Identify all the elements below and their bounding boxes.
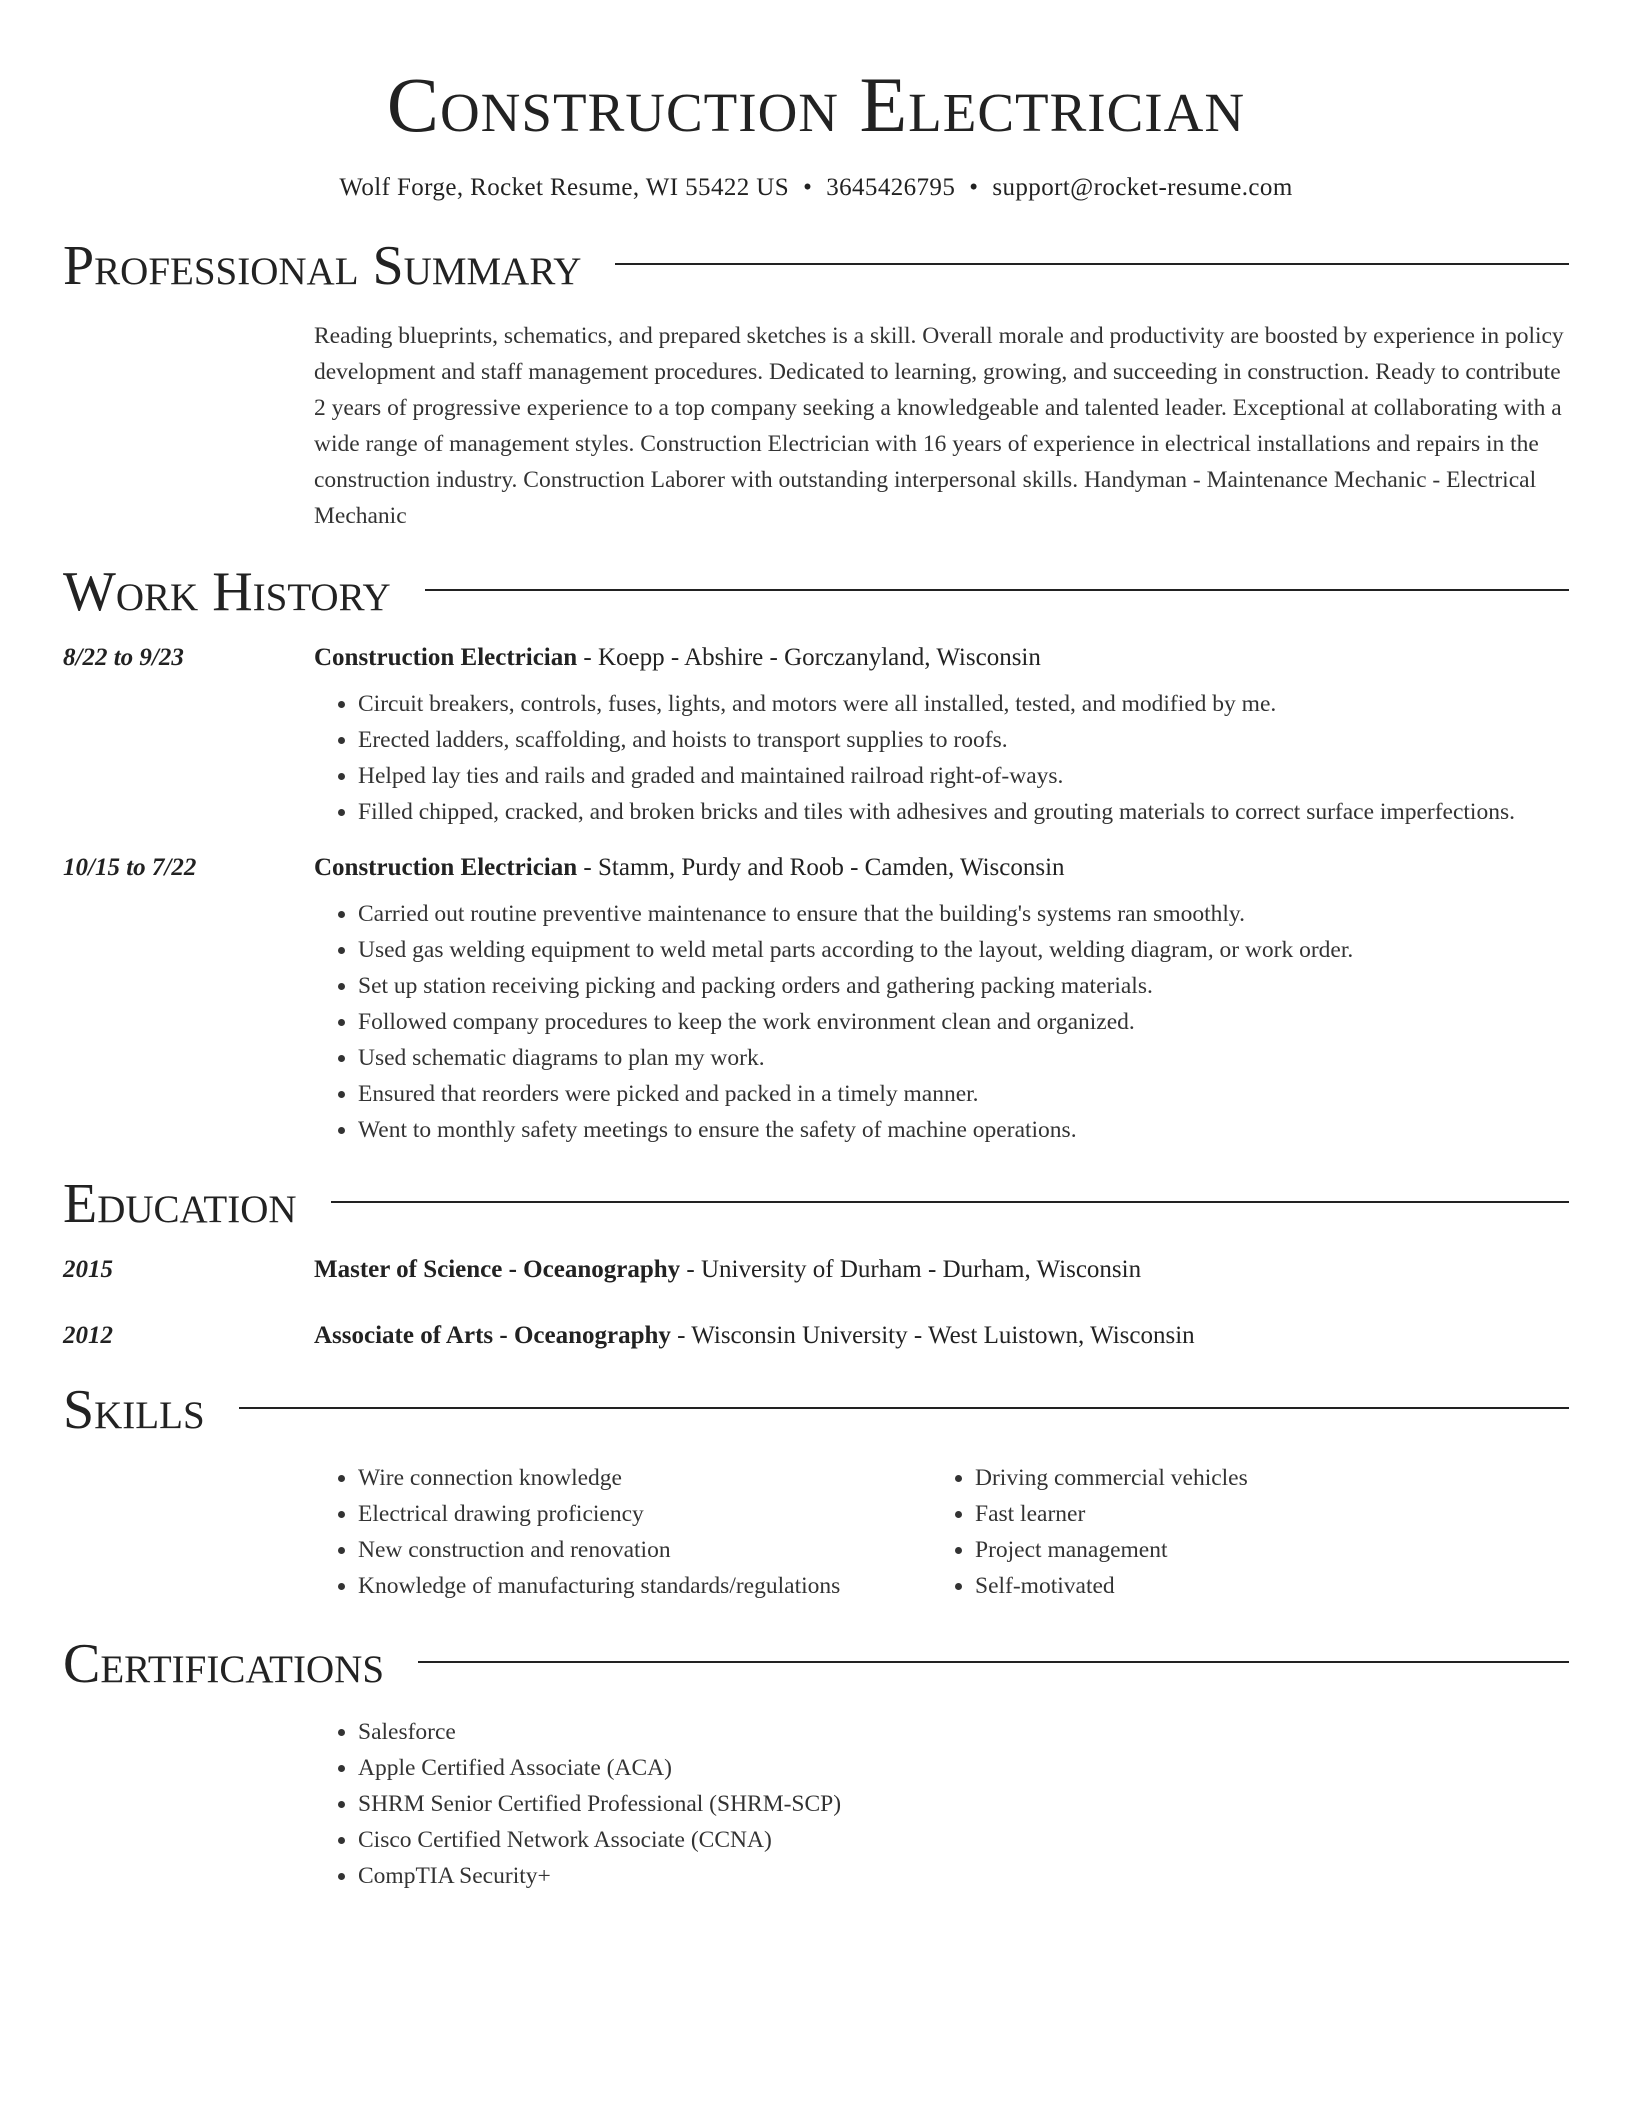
section-divider — [418, 1661, 1569, 1663]
job-details: - Koepp - Abshire - Gorczanyland, Wisconsin — [577, 644, 1041, 671]
job-heading — [314, 854, 1353, 882]
section-divider — [615, 263, 1569, 265]
certifications-block — [314, 1714, 1569, 1894]
certification-item: • Cisco Certified Network Associate (CCNA) — [358, 1822, 1569, 1858]
job-bullet: • Used gas welding equipment to weld metal parts according to the layout, welding diagram, or work order. — [358, 932, 1353, 968]
section-divider — [425, 589, 1569, 591]
section-header-summary — [63, 235, 1569, 297]
skill-item: • Driving commercial vehicles — [975, 1460, 1248, 1496]
section-title-skills: Skills — [63, 1379, 205, 1441]
section-header-work — [63, 561, 1569, 623]
education-entry — [63, 1322, 1569, 1350]
job-bullet: • Filled chipped, cracked, and broken bricks and tiles with adhesives and grouting materials to correct surface imperfections. — [358, 794, 1515, 830]
skill-item: • Fast learner — [975, 1496, 1248, 1532]
job-bullet: • Followed company procedures to keep the work environment clean and organized. — [358, 1004, 1353, 1040]
contact-email: support@rocket-resume.com — [992, 174, 1293, 201]
summary-text: Reading blueprints, schematics, and prepared sketches is a skill. Overall morale and productivity are boosted by experience in policy development and staff management procedures. Dedicated to learning, growing, and succeeding in construction. Ready to contribute 2 years of progressive experience to a top company seeking a knowledgeable and talented leader. Exceptional at collaborating with a wide range of management styles. Construction Electrician with 16 years of experience in electrical installations and repairs in the construction industry. Construction Laborer with outstanding interpersonal skills. Handyman - Maintenance Mechanic - Electrical Mechanic — [314, 323, 1564, 529]
job-dates: 8/22 to 9/23 — [63, 644, 184, 671]
separator-dot: • — [969, 174, 979, 201]
job-body — [314, 854, 1353, 1148]
education-entry — [63, 1256, 1569, 1284]
education-degree: Associate of Arts - Oceanography — [314, 1322, 671, 1349]
education-details: - Wisconsin University - West Luistown, Wisconsin — [670, 1322, 1195, 1349]
skills-list — [314, 1460, 931, 1604]
job-bullet: • Circuit breakers, controls, fuses, lights, and motors were all installed, tested, and modified by me. — [358, 686, 1515, 722]
resume-name: Construction Electrician — [386, 61, 1246, 148]
section-divider — [331, 1201, 1569, 1203]
certifications-list — [314, 1714, 1569, 1894]
certification-item: • Salesforce — [358, 1714, 1569, 1750]
job-role: Construction Electrician — [314, 854, 578, 881]
skill-item: • Knowledge of manufacturing standards/regulations — [358, 1568, 931, 1604]
job-entry — [63, 644, 1569, 830]
job-bullet: • Went to monthly safety meetings to ensure the safety of machine operations. — [358, 1112, 1353, 1148]
job-bullet: • Set up station receiving picking and packing orders and gathering packing materials. — [358, 968, 1353, 1004]
separator-dot: • — [803, 174, 813, 201]
education-year: 2012 — [63, 1322, 113, 1349]
section-title-certifications: Certifications — [63, 1633, 385, 1695]
job-bullets — [314, 896, 1353, 1148]
job-bullets — [314, 686, 1515, 830]
job-role: Construction Electrician — [314, 644, 578, 671]
section-header-skills — [63, 1379, 1569, 1441]
education-heading — [314, 1256, 1141, 1284]
skills-list — [931, 1460, 1248, 1604]
section-divider — [239, 1407, 1569, 1409]
job-bullet: • Helped lay ties and rails and graded and maintained railroad right-of-ways. — [358, 758, 1515, 794]
skills-grid — [314, 1460, 1569, 1604]
job-bullet: • Carried out routine preventive maintenance to ensure that the building's systems ran smoothly. — [358, 896, 1353, 932]
skill-item: • Wire connection knowledge — [358, 1460, 931, 1496]
section-title-summary: Professional Summary — [63, 235, 582, 297]
skills-column-right — [931, 1460, 1248, 1604]
section-title-education: Education — [63, 1173, 297, 1235]
job-bullet: • Erected ladders, scaffolding, and hoists to transport supplies to roofs. — [358, 722, 1515, 758]
contact-line — [63, 174, 1569, 202]
job-bullet: • Ensured that reorders were picked and packed in a timely manner. — [358, 1076, 1353, 1112]
skill-item: • Electrical drawing proficiency — [358, 1496, 931, 1532]
certification-item: • SHRM Senior Certified Professional (SHRM-SCP) — [358, 1786, 1569, 1822]
section-title-work: Work History — [63, 561, 391, 623]
job-dates: 10/15 to 7/22 — [63, 854, 197, 881]
section-header-certifications — [63, 1633, 1569, 1695]
section-header-education — [63, 1173, 1569, 1235]
certification-item: • CompTIA Security+ — [358, 1858, 1569, 1894]
contact-address: Wolf Forge, Rocket Resume, WI 55422 US — [339, 174, 790, 201]
education-year: 2015 — [63, 1256, 113, 1283]
job-bullet: • Used schematic diagrams to plan my work. — [358, 1040, 1353, 1076]
education-degree: Master of Science - Oceanography — [314, 1256, 681, 1283]
job-heading — [314, 644, 1515, 672]
skill-item: • Self-motivated — [975, 1568, 1248, 1604]
certification-item: • Apple Certified Associate (ACA) — [358, 1750, 1569, 1786]
education-heading — [314, 1322, 1195, 1350]
contact-phone: 3645426795 — [826, 174, 956, 201]
job-body — [314, 644, 1515, 830]
skill-item: • New construction and renovation — [358, 1532, 931, 1568]
skill-item: • Project management — [975, 1532, 1248, 1568]
job-details: - Stamm, Purdy and Roob - Camden, Wisconsin — [577, 854, 1065, 881]
education-details: - University of Durham - Durham, Wisconsin — [680, 1256, 1142, 1283]
skills-column-left — [314, 1460, 931, 1604]
job-entry — [63, 854, 1569, 1148]
